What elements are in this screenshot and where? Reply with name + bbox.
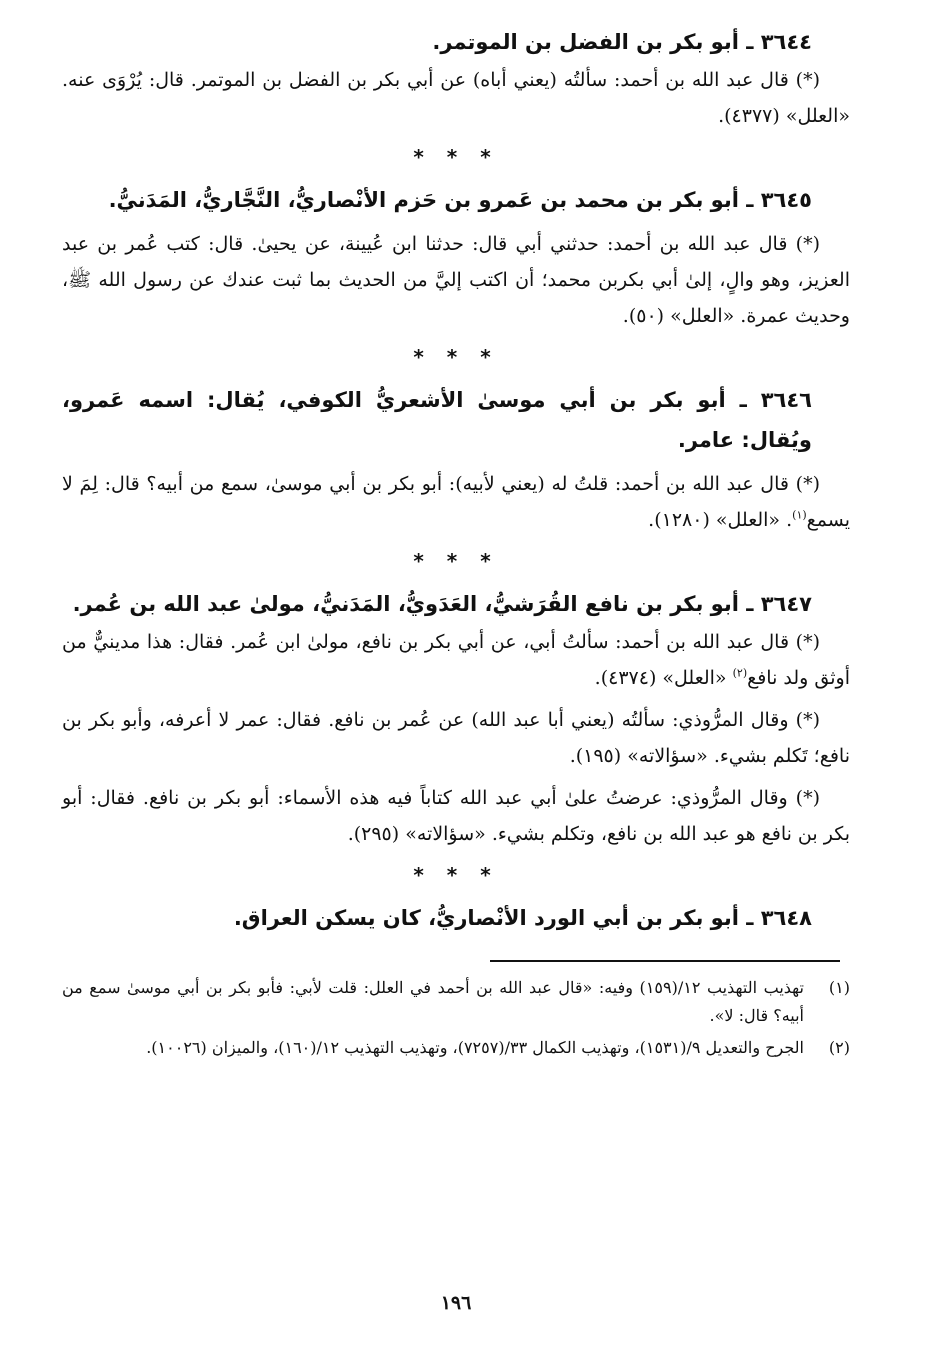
- footnote: [62, 974, 850, 1030]
- paragraph-text: «العلل» (٤٣٧٤).: [594, 667, 733, 689]
- entry-title: ٣٦٤٤ ـ أبو بكر بن الفضل بن الموتمر.: [432, 30, 812, 54]
- entry-paragraph: [62, 624, 850, 696]
- footnote-marker: (١): [792, 508, 807, 522]
- entry-title: ٣٦٤٥ ـ أبو بكر بن محمد بن عَمرو بن حَزم الأنْصاريُّ، النَّجَّاريُّ، المَدَنيُّ.: [108, 188, 812, 212]
- book-page: [62, 22, 850, 1342]
- footnote: [62, 1034, 850, 1062]
- paragraph-text: (*) قال عبد الله بن أحمد: قلتُ له (يعني لأبيه): أبو بكر بن أبي موسىٰ، سمع من أبيه؟ قال: لِمَ لا يسمع: [62, 473, 850, 531]
- footnote-divider: [490, 960, 840, 962]
- entry-paragraph: (*) قال عبد الله بن أحمد: حدثني أبي قال: حدثنا ابن عُيينة، عن يحيىٰ. قال: كتب عُمر بن عبد العزيز، وهو والٍ، إلىٰ أبي بكربن محمد؛ أن اكتب إليَّ من الحديث بما ثبت عندك عن رسول الله ﷺ، وحديث عمرة. «العلل» (٥٠).: [62, 233, 850, 327]
- paragraph-text: . «العلل» (١٢٨٠).: [648, 509, 793, 531]
- footnote-text: الجرح والتعديل ٩/(١٥٣١)، وتهذيب الكمال ٣٣/(٧٢٥٧)، وتهذيب التهذيب ١٢/(١٦٠)، والميزان (١٠٠٢٦).: [146, 1038, 804, 1057]
- entry-paragraph: [62, 466, 850, 538]
- section-separator: * * *: [413, 145, 499, 169]
- paragraph-text: (*) قال عبد الله بن أحمد: سألتُ أبي، عن أبي بكر بن نافع، مولىٰ ابن عُمر. فقال: هذا مدينيٌّ من أوثق ولد نافع: [62, 631, 850, 689]
- footnote-number: (١): [828, 978, 850, 997]
- section-separator: * * *: [413, 345, 499, 369]
- page-number: ١٩٦: [440, 1292, 472, 1314]
- entry-paragraph: (*) وقال المرُّوذي: عرضتُ علىٰ أبي عبد الله كتاباً فيه هذه الأسماء: أبو بكر بن نافع. فقال: أبو بكر بن نافع هو عبد الله بن نافع، وتكلم بشيء. «سؤالاته» (٢٩٥).: [62, 787, 850, 845]
- entry-paragraph: (*) قال عبد الله بن أحمد: سألتُه (يعني أباه) عن أبي بكر بن الفضل بن الموتمر. قال: يُرْوَى عنه. «العلل» (٤٣٧٧).: [62, 69, 850, 127]
- section-separator: * * *: [413, 863, 499, 887]
- entry-title: ٣٦٤٨ ـ أبو بكر بن أبي الورد الأنْصاريُّ، كان يسكن العراق.: [233, 906, 812, 930]
- entry-title: ٣٦٤٧ ـ أبو بكر بن نافع القُرَشيُّ، العَدَويُّ، المَدَنيُّ، مولىٰ عبد الله بن عُمر.: [72, 592, 812, 616]
- footnote-text: تهذيب التهذيب ١٢/(١٥٩) وفيه: «قال عبد الله بن أحمد في العلل: قلت لأبي: فأبو بكر بن أبي موسىٰ سمع من أبيه؟ قال: لا».: [62, 978, 804, 1025]
- footnote-marker: (٢): [732, 666, 748, 680]
- footnote-number: (٢): [828, 1038, 850, 1057]
- entry-title: ٣٦٤٦ ـ أبو بكر بن أبي موسىٰ الأشعريُّ الكوفي، يُقال: اسمه عَمرو، ويُقال: عامر.: [62, 388, 812, 452]
- entry-paragraph: (*) وقال المرُّوذي: سألتُه (يعني أبا عبد الله) عن عُمر بن نافع. فقال: عمر لا أعرفه، وأبو بكر بن نافع؛ تَكلم بشيء. «سؤالاته» (١٩٥).: [62, 709, 850, 767]
- section-separator: * * *: [413, 549, 499, 573]
